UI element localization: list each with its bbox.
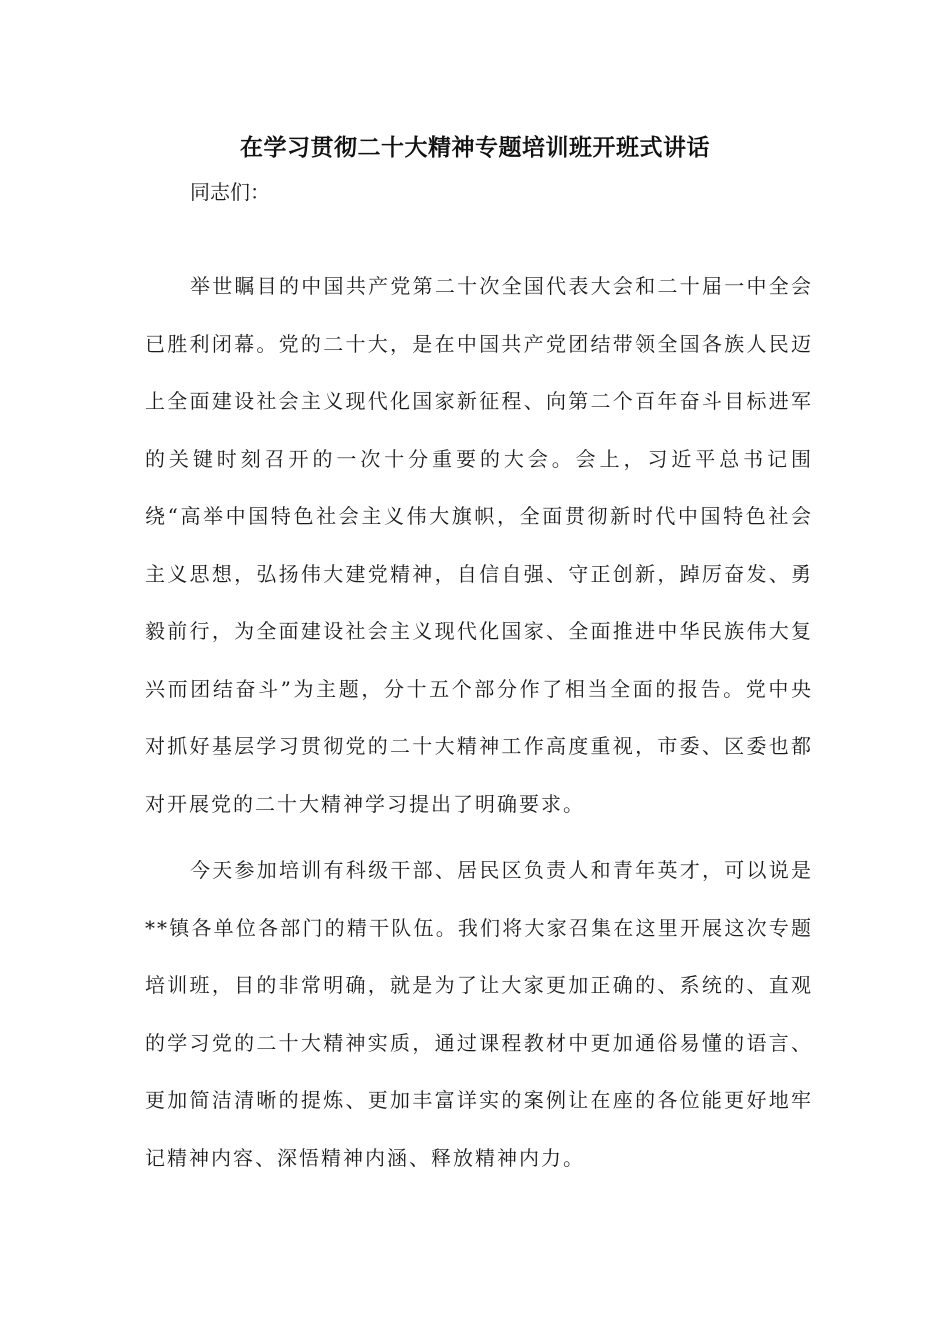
- salutation: 同志们：: [190, 180, 270, 204]
- body-paragraph-2: 今天参加培训有科级干部、居民区负责人和青年英才，可以说是**镇各单位各部门的精干队伍。我们将大家召集在这里开展这次专题培训班，目的非常明确，就是为了让大家更加正确的、系统的、直观的学习党的二十大精神实质，通过课程教材中更加通俗易懂的语言、更加简洁清晰的提炼、更加丰富详实的案例让在座的各位能更好地牢记精神内容、深悟精神内涵、释放精神内力。: [145, 858, 813, 1170]
- body-paragraph-1: 举世瞩目的中国共产党第二十次全国代表大会和二十届一中全会已胜利闭幕。党的二十大，是在中国共产党团结带领全国各族人民迈上全面建设社会主义现代化国家新征程、向第二个百年奋斗目标进军的关键时刻召开的一次十分重要的大会。会上，习近平总书记围绕“高举中国特色社会主义伟大旗帜，全面贯彻新时代中国特色社会主义思想，弘扬伟大建党精神，自信自强、守正创新，踔厉奋发、勇毅前行，为全面建设社会主义现代化国家、全面推进中华民族伟大复兴而团结奋斗”为主题，分十五个部分作了相当全面的报告。党中央对抓好基层学习贯彻党的二十大精神工作高度重视，市委、区委也都对开展党的二十大精神学习提出了明确要求。: [145, 274, 813, 816]
- document-title: 在学习贯彻二十大精神专题培训班开班式讲话: [240, 134, 710, 161]
